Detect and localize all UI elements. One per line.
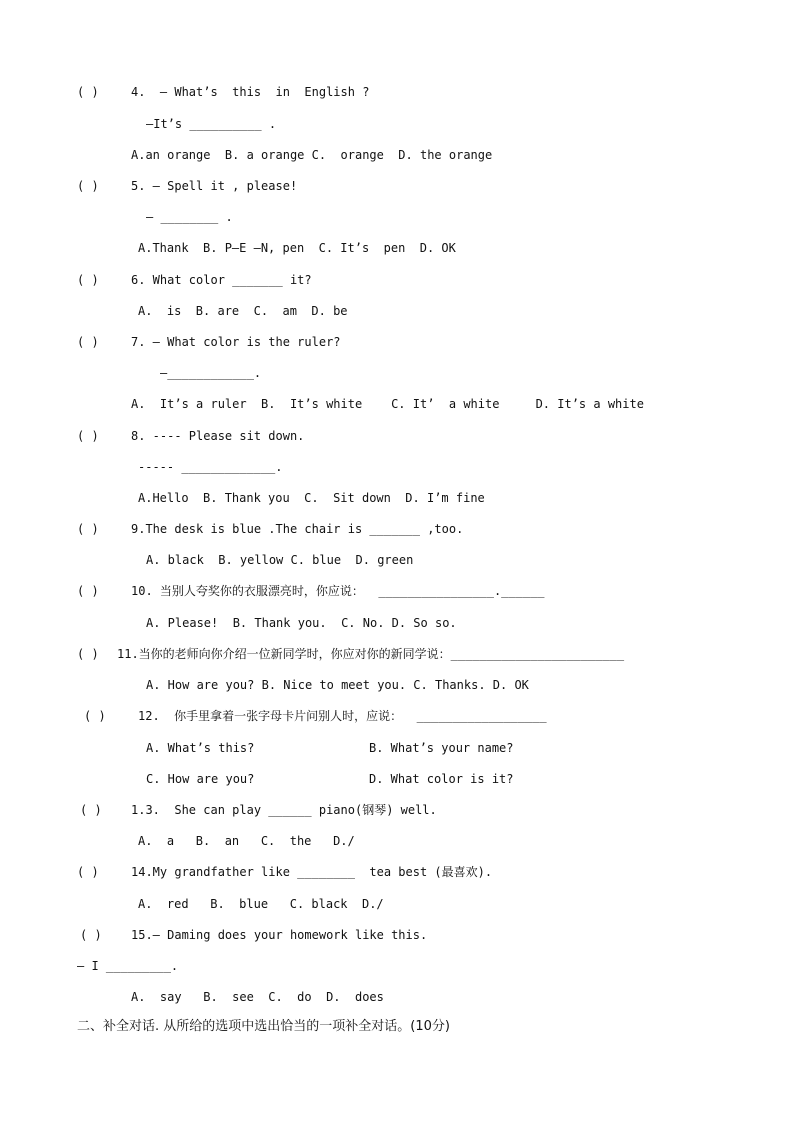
- question-8-options: A.Hello B. Thank you C. Sit down D. I’m fine: [138, 491, 485, 505]
- question-7-answer-line: —____________.: [160, 366, 262, 380]
- question-7-options: A. It’s a ruler B. It’s white C. It’ a white D. It’s a white: [131, 397, 644, 411]
- question-7-stem: 7. — What color is the ruler?: [131, 335, 341, 349]
- question-5-stem: 5. — Spell it , please!: [131, 179, 298, 193]
- answer-bracket: ( ): [80, 803, 102, 817]
- question-12-option-a: A. What’s this?: [146, 741, 255, 755]
- section-two-heading: 二、补全对话. 从所给的选项中选出恰当的一项补全对话。(10分): [77, 1019, 450, 1034]
- question-9-stem: 9.The desk is blue .The chair is _______ ,too.: [131, 522, 464, 536]
- question-15-options: A. say B. see C. do D. does: [131, 990, 384, 1004]
- question-4-options: A.an orange B. a orange C. orange D. the orange: [131, 148, 493, 162]
- answer-bracket: ( ): [77, 85, 99, 99]
- question-10-options: A. Please! B. Thank you. C. No. D. So so.: [146, 616, 457, 630]
- question-11-stem: 11.当你的老师向你介绍一位新同学时，你应对你的新同学说：________________________: [117, 647, 625, 661]
- answer-bracket: ( ): [77, 273, 99, 287]
- question-12-option-c: C. How are you?: [146, 772, 255, 786]
- question-13-stem: 1.3. She can play ______ piano(钢琴) well.: [131, 803, 437, 817]
- question-11-options: A. How are you? B. Nice to meet you. C. Thanks. D. OK: [146, 678, 529, 692]
- question-12-option-b: B. What’s your name?: [369, 741, 514, 755]
- question-10-stem: 10. 当别人夸奖你的衣服漂亮时，你应说： ________________.______: [131, 584, 545, 598]
- question-5-options: A.Thank B. P—E –N, pen C. It’s pen D. OK: [138, 241, 456, 255]
- answer-bracket: ( ): [77, 647, 99, 661]
- question-6-options: A. is B. are C. am D. be: [138, 304, 348, 318]
- answer-bracket: ( ): [77, 179, 99, 193]
- answer-bracket: ( ): [77, 865, 99, 879]
- question-4-answer-line: —It’s __________ .: [146, 117, 277, 131]
- question-8-stem: 8. ---- Please sit down.: [131, 429, 305, 443]
- question-15-stem: 15.— Daming does your homework like this.: [131, 928, 428, 942]
- question-12-option-d: D. What color is it?: [369, 772, 514, 786]
- question-8-answer-line: ----- _____________.: [138, 460, 283, 474]
- answer-bracket: ( ): [77, 522, 99, 536]
- answer-bracket: ( ): [77, 584, 99, 598]
- answer-bracket: ( ): [77, 335, 99, 349]
- question-15-answer-line: — I _________.: [77, 959, 179, 973]
- answer-bracket: ( ): [84, 709, 106, 723]
- question-14-options: A. red B. blue C. black D./: [138, 897, 384, 911]
- question-12-stem: 12. 你手里拿着一张字母卡片问别人时，应说： __________________: [138, 709, 547, 723]
- answer-bracket: ( ): [77, 429, 99, 443]
- question-4-stem: 4. — What’s this in English ?: [131, 85, 370, 99]
- question-14-stem: 14.My grandfather like ________ tea best (最喜欢).: [131, 865, 493, 879]
- question-13-options: A. a B. an C. the D./: [138, 834, 355, 848]
- question-9-options: A. black B. yellow C. blue D. green: [146, 553, 414, 567]
- answer-bracket: ( ): [80, 928, 102, 942]
- question-5-answer-line: — ________ .: [146, 210, 233, 224]
- question-6-stem: 6. What color _______ it?: [131, 273, 312, 287]
